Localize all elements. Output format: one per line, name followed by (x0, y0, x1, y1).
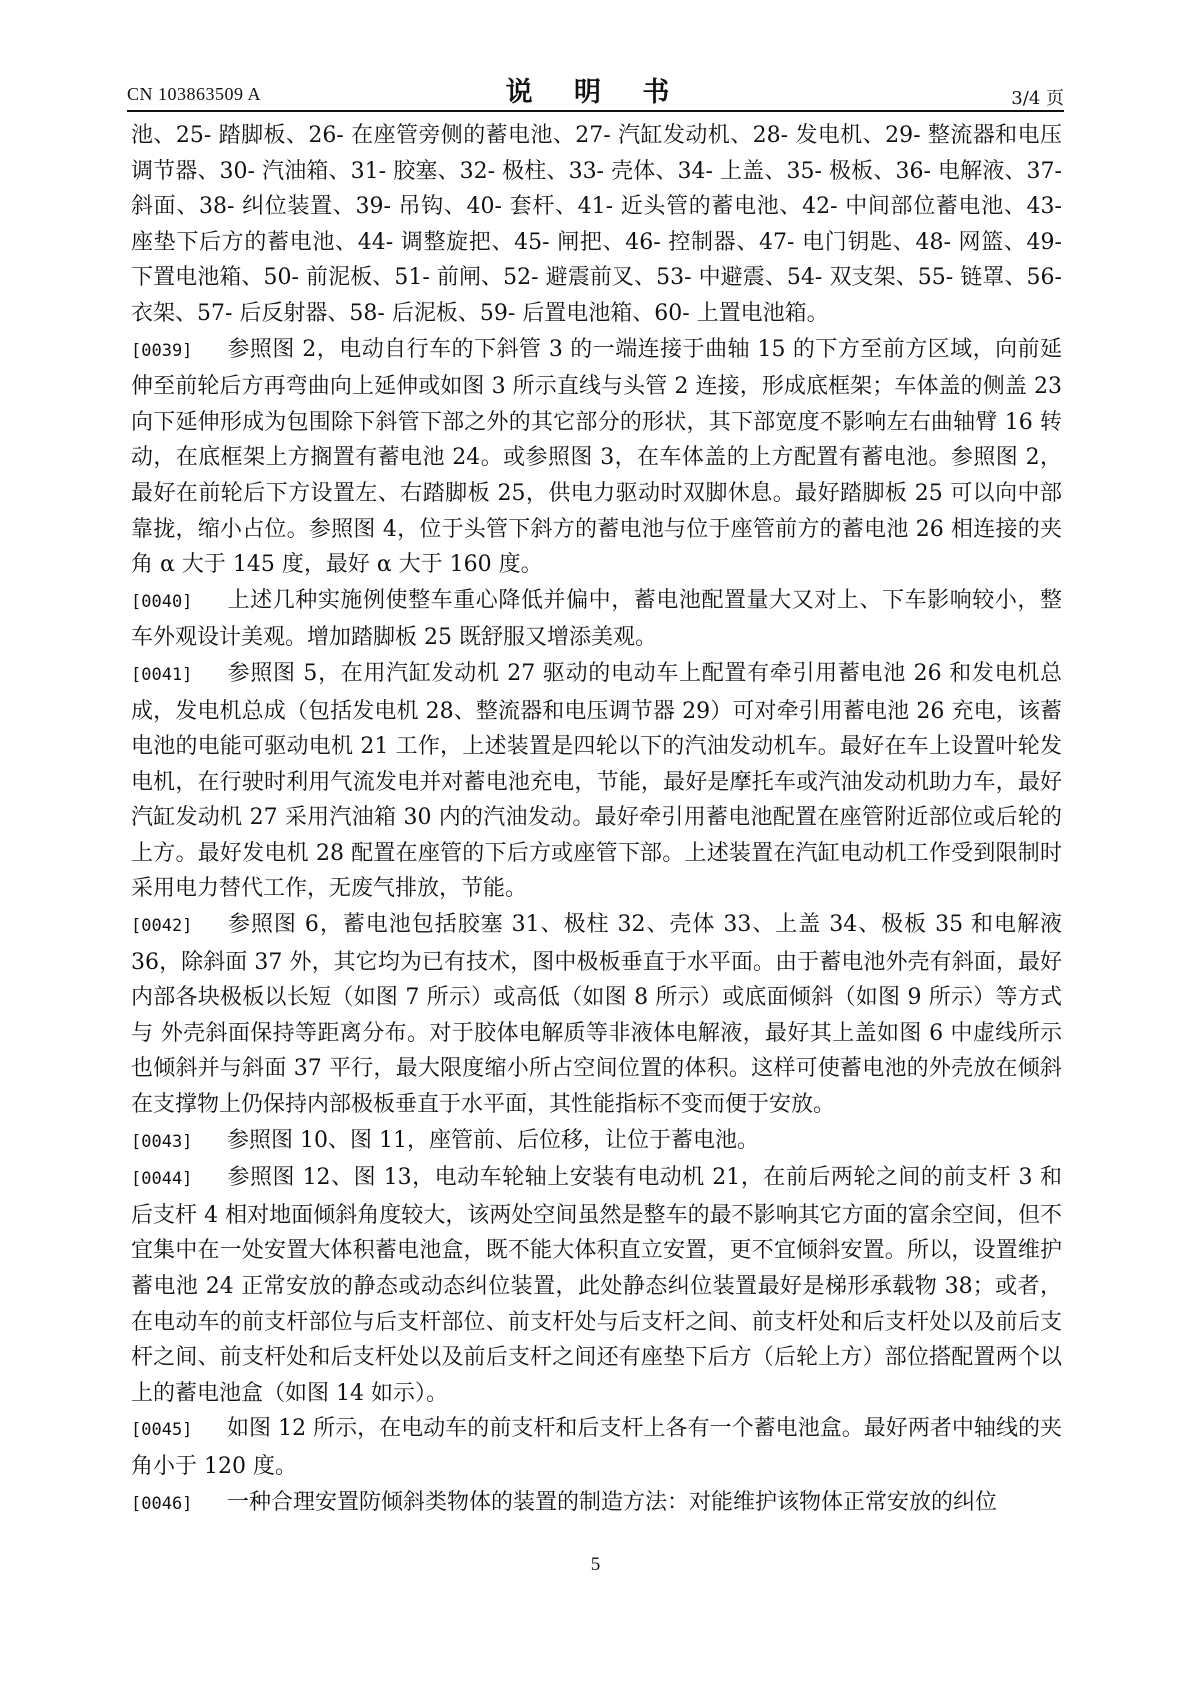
page-indicator: 3/4 页 (1011, 88, 1064, 109)
paragraph-text: 参照图 6，蓄电池包括胶塞 31、极柱 32、壳体 33、上盖 34、极板 35 和电解液 36，除斜面 37 外，其它均为已有技术，图中极板垂直于水平面。由于蓄电池外壳有斜面，最好内部各块极板以长短（如图 7 所示）或高低（如图 8 所示）或底面倾斜（如图 9 所示）等方式与 外壳斜面保持等距离分布。对于胶体电解质等非液体电解液，最好其上盖如图 6 中虚线所示也倾斜并与斜面 37 平行，最大限度缩小所占空间位置的体积。这样可使蓄电池的外壳放在倾斜在支撑物上仍保持内部极板垂直于水平面，其性能指标不变而便于安放。 (131, 912, 1062, 1118)
paragraph-number: [0040] (131, 591, 193, 612)
page-header (127, 70, 1064, 110)
paragraph-text: 参照图 12、图 13，电动车轮轴上安装有电动机 21，在前后两轮之间的前支杆 3 和后支杆 4 相对地面倾斜角度较大，该两处空间虽然是整车的最不影响其它方面的富余空间，但不宜集中在一处安置大体积蓄电池盒，既不能大体积直立安置，更不宜倾斜安置。所以，设置维护蓄电池 24 正常安放的静态或动态纠位装置，此处静态纠位装置最好是梯形承载物 38；或者，在电动车的前支杆部位与后支杆部位、前支杆处与后支杆之间、前支杆处和后支杆处以及前后支杆之间、前支杆处和后支杆处以及前后支杆之间还有座垫下后方（后轮上方）部位搭配置两个以上的蓄电池盒（如图 14 如示）。 (131, 1165, 1062, 1406)
paragraph-text: 上述几种实施例使整车重心降低并偏中，蓄电池配置量大又对上、下车影响较小，整车外观设计美观。增加踏脚板 25 既舒服又增添美观。 (131, 587, 1062, 651)
paragraph-number: [0046] (131, 1493, 193, 1514)
paragraph-0045 (131, 1411, 1062, 1484)
paragraph-number: [0039] (131, 340, 193, 361)
paragraph-number: [0041] (131, 664, 193, 685)
page-number: 5 (590, 1554, 601, 1575)
paragraph-0039 (131, 332, 1062, 583)
paragraph-text: 参照图 2，电动自行车的下斜管 3 的一端连接于曲轴 15 的下方至前方区域，向前延伸至前轮后方再弯曲向上延伸或如图 3 所示直线与头管 2 连接，形成底框架；车体盖的侧盖 23 向下延伸形成为包围除下斜管下部之外的其它部分的形状，其下部宽度不影响左右曲轴臂 16 转动，在底框架上方搁置有蓄电池 24。或参照图 3，在车体盖的上方配置有蓄电池。参照图 2，最好在前轮后下方设置左、右踏脚板 25，供电力驱动时双脚休息。最好踏脚板 25 可以向中部靠拢，缩小占位。参照图 4，位于头管下斜方的蓄电池与位于座管前方的蓄电池 26 相连接的夹角 α 大于 145 度，最好 α 大于 160 度。 (131, 336, 1062, 578)
paragraph-number: [0045] (131, 1420, 193, 1441)
paragraph-text: 参照图 10、图 11，座管前、后位移，让位于蓄电池。 (227, 1127, 759, 1153)
patent-number: CN 103863509 A (127, 84, 262, 104)
paragraph-0046 (131, 1485, 1062, 1523)
paragraph-0041 (131, 656, 1062, 907)
header-rule (127, 110, 1064, 112)
document-title: 说 明 书 (505, 77, 686, 108)
intro-paragraph: 池、25- 踏脚板、26- 在座管旁侧的蓄电池、27- 汽缸发动机、28- 发电机、29- 整流器和电压调节器、30- 汽油箱、31- 胶塞、32- 极柱、33- 壳体、34- 上盖、35- 极板、36- 电解液、37- 斜面、38- 纠位装置、39- 吊钩、40- 套杆、41- 近头管的蓄电池、42- 中间部位蓄电池、43- 座垫下后方的蓄电池、44- 调整旋把、45- 闸把、46- 控制器、47- 电门钥匙、48- 网篮、49- 下置电池箱、50- 前泥板、51- 前闸、52- 避震前叉、53- 中避震、54- 双支架、55- 链罩、56- 衣架、57- 后反射器、58- 后泥板、59- 后置电池箱、60- 上置电池箱。 (131, 123, 1062, 326)
paragraph-number: [0042] (131, 916, 193, 937)
paragraph-0040 (131, 583, 1062, 656)
paragraph-text: 如图 12 所示，在电动车的前支杆和后支杆上各有一个蓄电池盒。最好两者中轴线的夹角小于 120 度。 (131, 1416, 1062, 1479)
document-body (131, 118, 1062, 1522)
paragraph-number: [0044] (131, 1169, 193, 1190)
paragraph-number: [0043] (131, 1131, 193, 1152)
paragraph-text: 参照图 5，在用汽缸发动机 27 驱动的电动车上配置有牵引用蓄电池 26 和发电机总成，发电机总成（包括发电机 28、整流器和电压调节器 29）可对牵引用蓄电池 26 充电，该蓄电池的电能可驱动电机 21 工作，上述装置是四轮以下的汽油发动机车。最好在车上设置叶轮发电机，在行驶时利用气流发电并对蓄电池充电，节能，最好是摩托车或汽油发动机助力车，最好汽缸发动机 27 采用汽油箱 30 内的汽油发动。最好牵引用蓄电池配置在座管附近部位或后轮的上方。最好发电机 28 配置在座管的下后方或座管下部。上述装置在汽缸电动机工作受到限制时采用电力替代工作，无废气排放，节能。 (131, 660, 1062, 902)
paragraph-text: 一种合理安置防倾斜类物体的装置的制造方法：对能维护该物体正常安放的纠位 (227, 1489, 998, 1515)
paragraph-0044 (131, 1160, 1062, 1411)
paragraph-0042 (131, 907, 1062, 1123)
paragraph-0043 (131, 1123, 1062, 1161)
